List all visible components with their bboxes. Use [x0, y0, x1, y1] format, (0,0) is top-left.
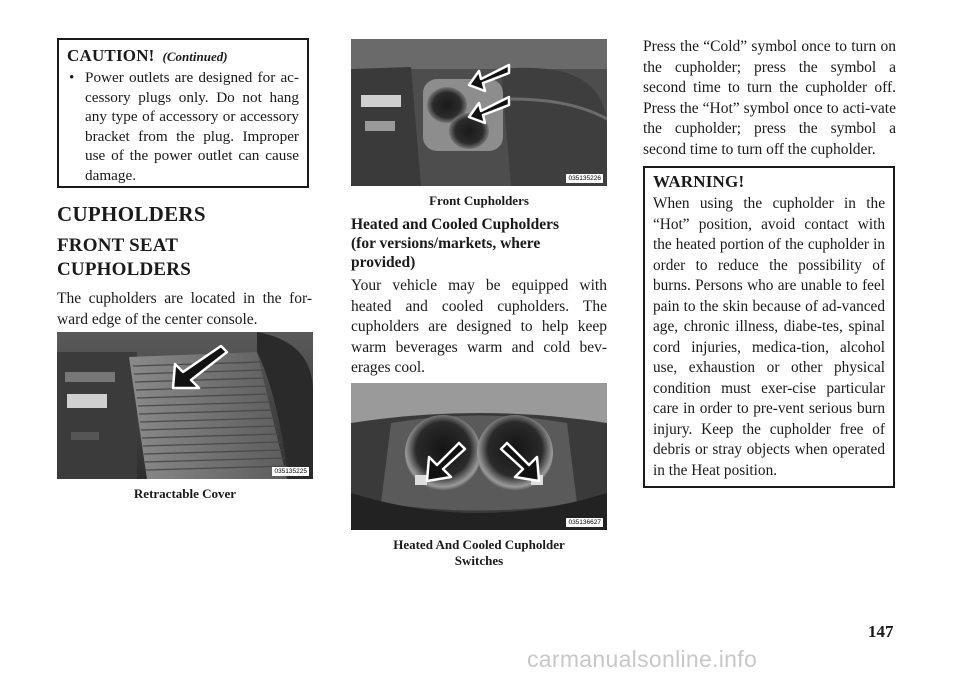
retractable-cover-photo — [57, 332, 313, 479]
arrow-icon — [467, 93, 511, 127]
figure-code: 035135225 — [274, 468, 307, 475]
caution-bullet — [67, 68, 299, 186]
heated-heading-line2: (for versions/markets, where — [351, 235, 541, 252]
instructions-paragraph: Press the “Cold” symbol once to turn on the cupholder; press the symbol a second time to turn the cupholder off. Press the “Hot” symbol once to acti-vate the cupholder; press the symbol a second time to turn off the cupholder. — [643, 38, 896, 158]
warning-title: WARNING! — [653, 172, 745, 191]
figure-caption: Retractable Cover — [133, 486, 237, 501]
heated-heading-line1: Heated and Cooled Cupholders — [351, 216, 559, 233]
caution-heading — [67, 46, 299, 66]
figure-code: 035135226 — [568, 175, 601, 182]
figure-caption-line2: Switches — [454, 553, 504, 568]
heated-paragraph: Your vehicle may be equipped with heated and cooled cupholders. The cupholders are designed to help keep warm beverages warm and cold bev-erages cool. — [351, 277, 607, 376]
caution-title: CAUTION! — [67, 46, 155, 65]
caution-box — [57, 38, 309, 188]
figure-code: 035136627 — [568, 519, 601, 526]
arrow-icon — [423, 439, 467, 485]
page-number: 147 — [868, 622, 894, 641]
warning-box — [643, 166, 895, 488]
bullet-icon: • — [69, 69, 75, 86]
section-title: CUPHOLDERS — [57, 202, 206, 226]
subsection-title-line1: FRONT SEAT — [57, 235, 179, 256]
subsection-title-line2: CUPHOLDERS — [57, 259, 191, 280]
arrow-icon — [499, 439, 543, 485]
caution-continued: (Continued) — [162, 49, 228, 64]
warning-text: When using the cupholder in the “Hot” position, avoid contact with the heated portion of the cupholder in order to reduce the possibility of burns. Persons who are unable to feel pain to the skin because of ad-vanced age, chronic illness, diabe-tes, spinal cord injuries, medica-tion, alcohol use, exhaustion or other physical condition must exer-cise particular care in order to pre-vent serious burn injury. Keep the cupholder free of debris or stray objects when operated in the Heat position. — [653, 195, 885, 479]
front-cupholders-photo — [351, 39, 607, 186]
caution-bullet-text: Power outlets are designed for ac-cessory plugs only. Do not hang any type of accessory or accessory bracket from the plug. Improper use of the power outlet can cause damage. — [85, 69, 299, 184]
arrow-icon — [467, 61, 511, 95]
heated-heading-line3: provided) — [351, 254, 416, 271]
intro-paragraph: The cupholders are located in the for-ward edge of the center console. — [57, 290, 312, 328]
figure-caption-line1: Heated And Cooled Cupholder — [393, 537, 565, 552]
figure-caption: Front Cupholders — [429, 193, 529, 208]
arrow-icon — [169, 342, 229, 392]
cupholder-switches-photo — [351, 383, 607, 530]
watermark: carmanualsonline.info — [527, 646, 758, 672]
